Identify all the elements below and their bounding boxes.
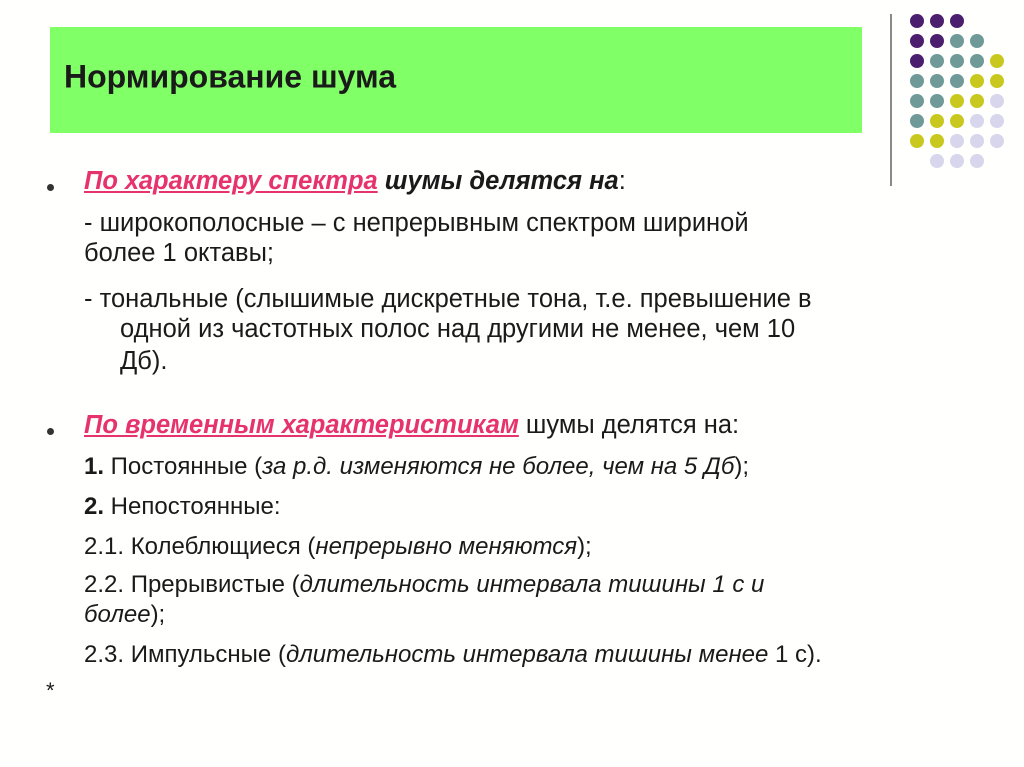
section2-item22-line2	[84, 600, 165, 630]
bullet-marker	[47, 428, 54, 435]
section2-heading	[84, 410, 739, 440]
item22-end: );	[150, 601, 166, 628]
section2-item21	[84, 532, 592, 562]
slide-title: Нормирование шума	[64, 58, 397, 95]
section1-item2-line3: Дб).	[120, 347, 168, 375]
bullet-marker	[47, 184, 54, 191]
item21-italic: непрерывно меняются	[315, 533, 578, 560]
item22-label: 2.2. Прерывистые (	[84, 571, 300, 598]
section1-item2-line2: одной из частотных полос над другими не менее, чем 10	[120, 315, 796, 343]
section2-accent: По временным характеристикам	[84, 411, 519, 439]
item1-italic: за р.д. изменяются не более, чем на 5 Дб	[262, 453, 735, 480]
section1-item1-line1: - широкополосные – с непрерывным спектром шириной	[84, 209, 749, 237]
section1-item1-line2: более 1 октавы;	[84, 239, 274, 267]
section2-item1	[84, 452, 749, 482]
item23-label: 2.3. Импульсные (	[84, 641, 286, 668]
section1-heading-rest: шумы делятся на	[377, 167, 619, 195]
item23-end: 1 с).	[768, 641, 822, 668]
section1-heading	[84, 166, 626, 196]
section1-item2-line1: - тональные (слышимые дискретные тона, т.е. превышение в	[84, 285, 812, 313]
item2-label: Непостоянные:	[104, 493, 281, 520]
item22-italic-line2: более	[84, 601, 151, 628]
section2-heading-rest: шумы делятся на:	[518, 411, 740, 439]
item1-number: 1.	[84, 453, 105, 480]
item1-label: Постоянные (	[104, 453, 263, 480]
section2-item23	[84, 640, 822, 670]
section2-item22-line1	[84, 570, 764, 600]
item2-number: 2.	[84, 493, 105, 520]
section1-heading-colon: :	[618, 167, 626, 195]
section2-item2	[84, 492, 281, 522]
item21-end: );	[577, 533, 592, 560]
section1-accent: По характеру спектра	[84, 167, 378, 195]
item21-label: 2.1. Колеблющиеся (	[84, 533, 316, 560]
item1-end: );	[734, 453, 750, 480]
footer-mark: *	[46, 678, 55, 703]
item22-italic-line1: длительность интервала тишины 1 с и	[299, 571, 765, 598]
item23-italic: длительность интервала тишины менее	[285, 641, 769, 668]
